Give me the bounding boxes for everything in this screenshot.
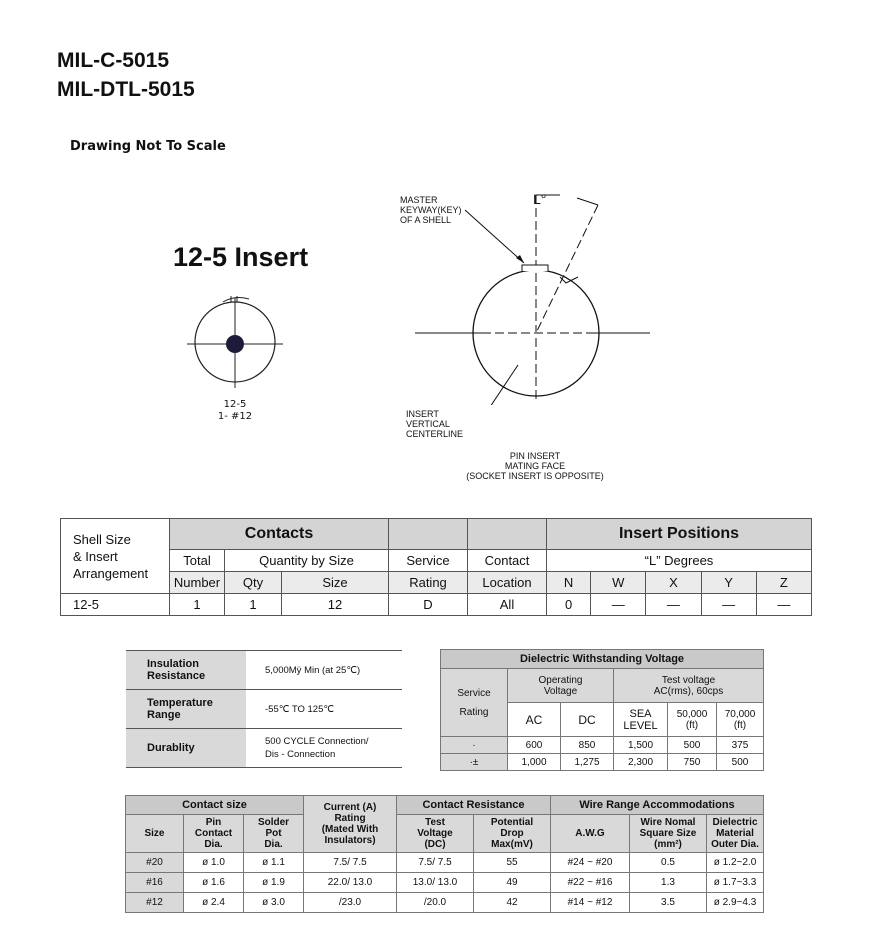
rating-header: Rating bbox=[389, 572, 468, 594]
solder-header: Dia. bbox=[264, 839, 283, 850]
angle-label: L° bbox=[533, 191, 547, 207]
row-outer: ø 2.9~4.3 bbox=[707, 893, 764, 913]
contact-header: Contact bbox=[468, 550, 547, 572]
prop-key: Durablity bbox=[126, 729, 246, 768]
table-row bbox=[441, 737, 764, 754]
row-solder: ø 1.9 bbox=[244, 873, 304, 893]
row-dc: 1,275 bbox=[561, 754, 614, 771]
pos-w-header: W bbox=[591, 572, 646, 594]
potential-header: Drop bbox=[500, 828, 524, 839]
row-rating: D bbox=[389, 594, 468, 616]
pin-header: Contact bbox=[194, 828, 233, 839]
row-drop: 49 bbox=[474, 873, 551, 893]
table-row bbox=[126, 690, 402, 729]
test-voltage-label: AC(rms), 60cps bbox=[653, 685, 724, 697]
row-nominal: 1.3 bbox=[630, 873, 707, 893]
row-qty: 1 bbox=[225, 594, 282, 616]
row-ac: 600 bbox=[508, 737, 561, 754]
table-row bbox=[126, 893, 764, 913]
row-solder: ø 1.1 bbox=[244, 853, 304, 873]
row-ft50: 750 bbox=[668, 754, 717, 771]
prop-key: Temperature bbox=[147, 697, 213, 709]
l-degrees-header: “L” Degrees bbox=[547, 550, 812, 572]
service-label: Rating bbox=[459, 706, 489, 718]
row-test: /20.0 bbox=[397, 893, 474, 913]
row-awg: #14 ~ #12 bbox=[551, 893, 630, 913]
row-drop: 42 bbox=[474, 893, 551, 913]
row-total: 1 bbox=[170, 594, 225, 616]
prop-key: Insulation bbox=[147, 658, 199, 670]
row-pos-z: — bbox=[756, 594, 811, 616]
pin-insert-label-1: PIN INSERT bbox=[509, 451, 561, 461]
shell-header-2: & Insert bbox=[73, 548, 118, 564]
row-size: 12 bbox=[282, 594, 389, 616]
pin-header: Pin bbox=[205, 817, 222, 828]
row-shell: 12-5 bbox=[61, 594, 170, 616]
table-row bbox=[126, 651, 402, 690]
dielectric-table bbox=[440, 649, 764, 771]
row-ac: 1,000 bbox=[508, 754, 561, 771]
pos-z-header: Z bbox=[756, 572, 811, 594]
nominal-header: Wire Nomal bbox=[640, 817, 696, 828]
prop-key: Resistance bbox=[147, 670, 206, 682]
nominal-header: (mm²) bbox=[654, 839, 682, 850]
total-header: Total bbox=[170, 550, 225, 572]
prop-value: 500 CYCLE Connection/ bbox=[265, 736, 369, 747]
ft50-header: 50,000 bbox=[676, 708, 708, 720]
size-header: Size bbox=[126, 815, 184, 853]
ft70-header: 70,000 bbox=[724, 708, 756, 720]
row-size: #16 bbox=[126, 873, 184, 893]
potential-header: Max(mV) bbox=[491, 839, 533, 850]
row-outer: ø 1.2~2.0 bbox=[707, 853, 764, 873]
table-row bbox=[126, 729, 402, 768]
operating-label: Operating bbox=[538, 674, 583, 686]
insert-arrangement-table bbox=[60, 518, 812, 616]
table-row bbox=[126, 873, 764, 893]
row-pin: ø 2.4 bbox=[184, 893, 244, 913]
row-ft70: 500 bbox=[717, 754, 764, 771]
row-size: #20 bbox=[126, 853, 184, 873]
row-awg: #22 ~ #16 bbox=[551, 873, 630, 893]
row-dc: 850 bbox=[561, 737, 614, 754]
row-location: All bbox=[468, 594, 547, 616]
row-pos-n: 0 bbox=[547, 594, 591, 616]
row-rating: · bbox=[441, 737, 508, 754]
dielectric-header: Dielectric bbox=[712, 817, 758, 828]
wire-range-header: Wire Range Accommodations bbox=[551, 796, 764, 815]
prop-key: Range bbox=[147, 709, 181, 721]
insert-positions-header: Insert Positions bbox=[547, 519, 812, 550]
keyway-label-2: KEYWAY(KEY) bbox=[400, 205, 462, 215]
pin-insert-label-3: (SOCKET INSERT IS OPPOSITE) bbox=[466, 471, 604, 481]
dielectric-title: Dielectric Withstanding Voltage bbox=[441, 650, 764, 669]
row-drop: 55 bbox=[474, 853, 551, 873]
pos-y-header: Y bbox=[701, 572, 756, 594]
row-test: 13.0/ 13.0 bbox=[397, 873, 474, 893]
prop-value: -55℃ TO 125℃ bbox=[246, 690, 402, 729]
centerline-label-3: CENTERLINE bbox=[406, 429, 464, 439]
row-current: 22.0/ 13.0 bbox=[304, 873, 397, 893]
current-header: (Mated With bbox=[321, 824, 379, 835]
row-ft50: 500 bbox=[668, 737, 717, 754]
row-test: 7.5/ 7.5 bbox=[397, 853, 474, 873]
contact-size-table bbox=[125, 795, 764, 913]
row-sea: 2,300 bbox=[614, 754, 668, 771]
shell-header-3: Arrangement bbox=[73, 565, 149, 581]
test-voltage-label: Test voltage bbox=[661, 674, 716, 686]
service-header: Service bbox=[389, 550, 468, 572]
awg-header: A.W.G bbox=[551, 815, 630, 853]
pin-header: Dia. bbox=[204, 839, 223, 850]
title-mil-c: MIL-C-5015 bbox=[57, 49, 170, 72]
ac-header: AC bbox=[508, 703, 561, 737]
table-row bbox=[61, 594, 812, 616]
solder-header: Pot bbox=[265, 828, 282, 839]
contact-size-header: Contact size bbox=[126, 796, 304, 815]
sea-header: SEA bbox=[629, 707, 652, 720]
properties-table bbox=[126, 650, 402, 768]
insert-label-size: 12-5 bbox=[223, 399, 247, 410]
location-header: Location bbox=[468, 572, 547, 594]
insert-label-contacts: 1- #12 bbox=[217, 411, 253, 422]
row-outer: ø 1.7~3.3 bbox=[707, 873, 764, 893]
ft70-header: (ft) bbox=[733, 719, 747, 731]
row-current: 7.5/ 7.5 bbox=[304, 853, 397, 873]
row-solder: ø 3.0 bbox=[244, 893, 304, 913]
centerline-label-2: VERTICAL bbox=[406, 419, 450, 429]
size-header: Size bbox=[282, 572, 389, 594]
row-nominal: 3.5 bbox=[630, 893, 707, 913]
scale-note: Drawing Not To Scale bbox=[70, 139, 226, 154]
dielectric-header: Material bbox=[716, 828, 754, 839]
operating-label: Voltage bbox=[543, 685, 578, 697]
keyway-label-3: OF A SHELL bbox=[400, 215, 452, 225]
test-header: Voltage bbox=[417, 828, 453, 839]
row-rating: ·± bbox=[441, 754, 508, 771]
table-row bbox=[441, 754, 764, 771]
number-header: Number bbox=[170, 572, 225, 594]
row-ft70: 375 bbox=[717, 737, 764, 754]
insert-face-diagram bbox=[185, 292, 285, 392]
title-mil-dtl: MIL-DTL-5015 bbox=[57, 78, 195, 101]
ft50-header: (ft) bbox=[685, 719, 699, 731]
nominal-header: Square Size bbox=[639, 828, 697, 839]
sea-header: LEVEL bbox=[623, 719, 658, 732]
potential-header: Potential bbox=[490, 817, 534, 828]
row-pin: ø 1.6 bbox=[184, 873, 244, 893]
test-header: (DC) bbox=[424, 839, 446, 850]
table-row bbox=[126, 853, 764, 873]
dc-header: DC bbox=[561, 703, 614, 737]
contacts-header: Contacts bbox=[170, 519, 389, 550]
qty-header: Qty bbox=[225, 572, 282, 594]
row-pin: ø 1.0 bbox=[184, 853, 244, 873]
service-label: Service bbox=[457, 687, 491, 699]
insert-title: 12-5 Insert bbox=[173, 242, 309, 272]
shell-header-1: Shell Size bbox=[73, 531, 131, 547]
dielectric-header: Outer Dia. bbox=[711, 839, 759, 850]
centerline-label-1: INSERT bbox=[406, 409, 439, 419]
row-size: #12 bbox=[126, 893, 184, 913]
resistance-header: Contact Resistance bbox=[397, 796, 551, 815]
row-pos-y: — bbox=[701, 594, 756, 616]
keyway-label-1: MASTER bbox=[400, 195, 438, 205]
row-sea: 1,500 bbox=[614, 737, 668, 754]
row-awg: #24 ~ #20 bbox=[551, 853, 630, 873]
qty-by-size-header: Quantity by Size bbox=[225, 550, 389, 572]
current-header: Insulators) bbox=[324, 835, 376, 846]
row-pos-x: — bbox=[646, 594, 701, 616]
row-current: /23.0 bbox=[304, 893, 397, 913]
current-header: Current (A) bbox=[323, 802, 377, 813]
row-nominal: 0.5 bbox=[630, 853, 707, 873]
current-header: Rating bbox=[334, 813, 366, 824]
prop-value: 5,000Mÿ Min (at 25℃) bbox=[246, 651, 402, 690]
pin-insert-label-2: MATING FACE bbox=[504, 461, 566, 471]
prop-value: Dis - Connection bbox=[265, 749, 336, 760]
row-pos-w: — bbox=[591, 594, 646, 616]
solder-header: Solder bbox=[257, 817, 290, 828]
pos-x-header: X bbox=[646, 572, 701, 594]
pos-n-header: N bbox=[547, 572, 591, 594]
test-header: Test bbox=[425, 817, 445, 828]
